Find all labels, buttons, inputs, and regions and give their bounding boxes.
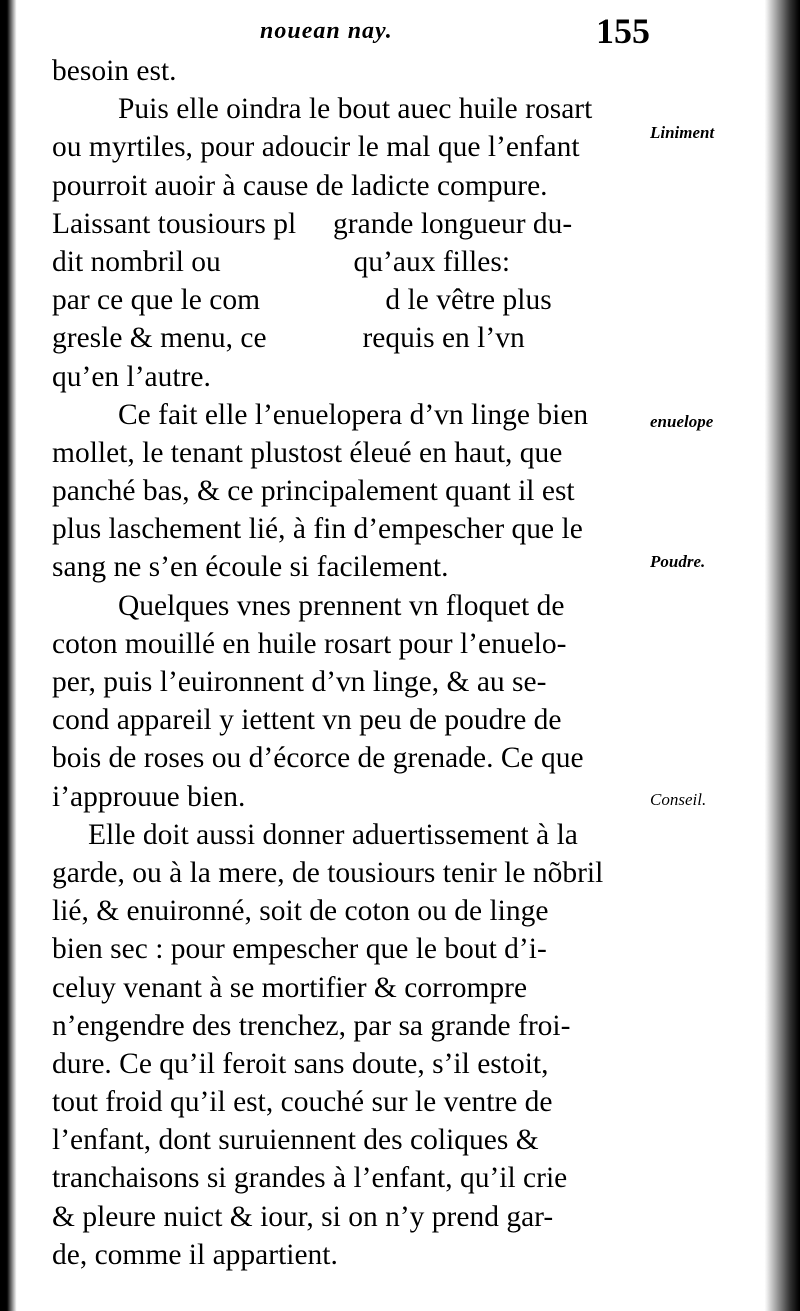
text-line: tranchaisons si grandes à l’enfant, qu’il crie <box>52 1162 568 1195</box>
text-line: dit nombril ou qu’aux filles: <box>52 245 511 278</box>
text-line: par ce que le com d le vêtre plus <box>52 284 552 317</box>
text-line: celuy venant à se mortifier & corrompre <box>52 971 528 1004</box>
running-title: nouean nay. <box>260 18 393 44</box>
text-line: ou myrtiles, pour adoucir le mal que l’enfant <box>52 131 580 164</box>
text-line: sang ne s’en écoule si facilement. <box>52 551 449 584</box>
text-line: & pleure nuict & iour, si on n’y prend gar- <box>52 1200 554 1233</box>
page-number: 155 <box>596 11 650 51</box>
text-line: bien sec : pour empescher que le bout d’i- <box>52 933 547 966</box>
text-line: plus laschement lié, à fin d’empescher que le <box>52 513 583 546</box>
text-line: Quelques vnes prennent vn floquet de <box>118 589 565 622</box>
text-line: i’approuue bien. <box>52 780 246 813</box>
text-line: Laissant tousiours pl grande longueur du- <box>52 207 573 240</box>
text-line: de, comme il appartient. <box>52 1238 338 1271</box>
text-line: l’enfant, dont suruiennent des coliques & <box>52 1124 539 1157</box>
margin-note-liniment: Liniment <box>650 123 715 142</box>
text-line: tout froid qu’il est, couché sur le ventre de <box>52 1086 553 1119</box>
margin-note-enuelope: enuelope <box>650 412 714 431</box>
text-line: garde, ou à la mere, de tousiours tenir le nõbril <box>52 856 604 889</box>
text-line: besoin est. <box>52 55 177 87</box>
text-line: coton mouillé en huile rosart pour l’enuelo- <box>52 627 567 660</box>
text-line: Ce fait elle l’enuelopera d’vn linge bien <box>118 398 589 431</box>
text-line: mollet, le tenant plustost éleué en haut, que <box>52 436 563 469</box>
text-line: lié, & enuironné, soit de coton ou de linge <box>52 895 549 928</box>
margin-note-poudre: Poudre. <box>650 552 706 571</box>
text-line: bois de roses ou d’écorce de grenade. Ce que <box>52 742 584 775</box>
text-line: panché bas, & ce principalement quant il est <box>52 475 575 508</box>
text-line: pourroit auoir à cause de ladicte compure. <box>52 169 548 202</box>
text-line: gresle & menu, ce requis en l’vn <box>52 322 525 355</box>
text-line: Puis elle oindra le bout auec huile rosart <box>118 93 593 126</box>
body-text <box>52 52 642 1274</box>
text-line: dure. Ce qu’il feroit sans doute, s’il estoit, <box>52 1047 549 1080</box>
text-line: n’engendre des trenchez, par sa grande froi- <box>52 1009 571 1042</box>
margin-note-conseil: Conseil. <box>650 790 707 809</box>
text-line: per, puis l’euironnent d’vn linge, & au se- <box>52 666 547 698</box>
text-line: qu’en l’autre. <box>52 360 211 393</box>
text-line: Elle doit aussi donner aduertissement à la <box>88 818 578 851</box>
text-line: cond appareil y iettent vn peu de poudre de <box>52 704 562 737</box>
